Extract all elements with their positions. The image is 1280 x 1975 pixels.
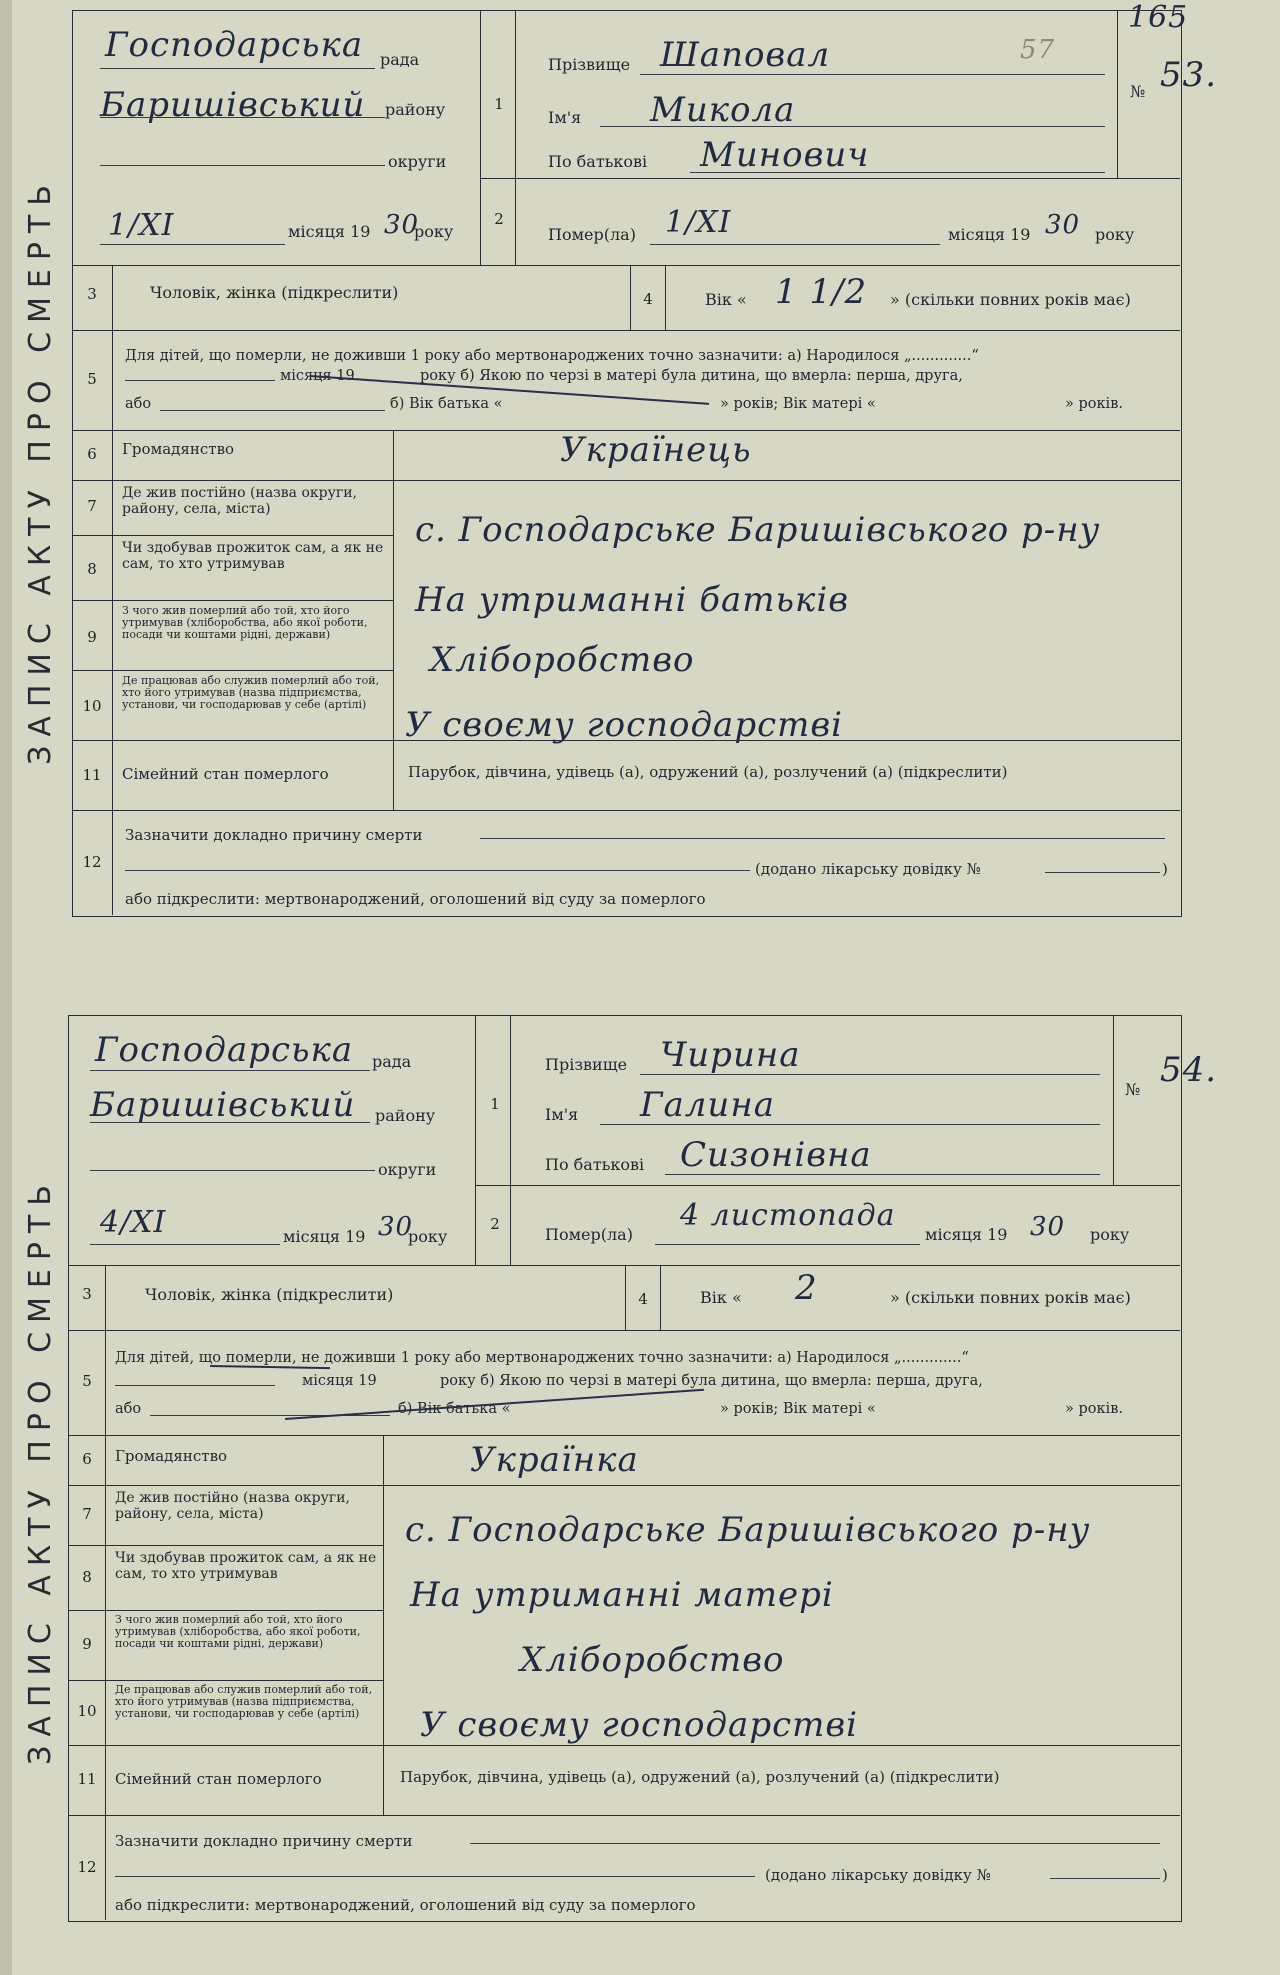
- death-year-value: 30: [1045, 210, 1081, 240]
- reg-year-value: 30: [378, 1212, 414, 1242]
- residence-value: с. Господарське Баришівського р-ну: [405, 1510, 1091, 1550]
- workplace-value: У своєму господарстві: [405, 705, 844, 745]
- age-value: 2: [795, 1268, 818, 1308]
- death-year-value: 30: [1030, 1212, 1066, 1242]
- death-record-54: ЗАПИС АКТУ ПРО СМЕРТЬ 1 2 3 4 5 6 7 8 9 10 11 12 Господарська рада Баришівський району округи 4/XI місяця 19 30 року Прізвище Чирина Ім'я Галина По батькові Сизонівна № 54. Помер(ла) 4 листопада місяця 19 30 року Чоловік, жінка (підкреслити) Вік « 2 » (скільки повних років має) Для дітей, що померли, не доживши 1 року або мертвонароджених точно зазначити: а) Народилося „.............“ місяця 19 року б) Якою по черзі в матері була дитина, що вмерла: перша, друга, або б) Вік батька « » років; Вік матері « » років. Громадянство Де жив постійно (назва округи, району, села, міста) Чи здобував прожиток сам, а як не сам, то хто утримував З чого жив померлий або той, хто його утримував (хліборобства, або якої роботи, посади чи коштами рідні, держави) Де працював або служив померлий або той, хто його утримував (назва підприємства, установи, чи господарював у себе (артілі) Сімейний стан померлого Парубок, дівчина, удівець (а), одружений (а), розлучений (а) (підкреслити) Українка с. Господарське Баришівського р-ну На утриманні матері Хліборобство У своєму господарстві Зазначити докладно причину смерти (додано лікарську довідку № ) або підкреслити: мертвонароджений, оголошений від суду за померлого: [0, 1000, 1280, 1940]
- patronymic-value: Минович: [700, 135, 870, 175]
- citizenship-value: Українка: [470, 1440, 639, 1480]
- workplace-value: У своєму господарстві: [420, 1705, 859, 1745]
- name-value: Микола: [650, 90, 796, 130]
- rada-value: Господарська: [95, 1030, 354, 1070]
- reg-day-value: 1/XI: [108, 208, 175, 243]
- patronymic-value: Сизонівна: [680, 1135, 872, 1175]
- reg-day-value: 4/XI: [100, 1205, 167, 1240]
- rayon-value: Баришівський: [90, 1085, 356, 1125]
- record-vertical-title: ЗАПИС АКТУ ПРО СМЕРТЬ: [22, 1175, 58, 1765]
- support-value: На утриманні матері: [410, 1575, 834, 1615]
- corner-mark: 57: [1020, 35, 1056, 65]
- occupation-value: Хліборобство: [520, 1640, 785, 1680]
- residence-value: с. Господарське Баришівського р-ну: [415, 510, 1101, 550]
- record-vertical-title: ЗАПИС АКТУ ПРО СМЕРТЬ: [22, 175, 58, 765]
- occupation-value: Хліборобство: [430, 640, 695, 680]
- reg-year-value: 30: [384, 210, 420, 240]
- name-value: Галина: [640, 1085, 775, 1125]
- support-value: На утриманні батьків: [415, 580, 850, 620]
- death-day-value: 4 листопада: [680, 1198, 896, 1233]
- death-record-53: ЗАПИС АКТУ ПРО СМЕРТЬ 1 2 3 4 5 6 7 8 9 10 11 12 Господарська рада Баришівський району округи 1/XI місяця 19 30 року Прізвище Шаповал 57 Ім'я Микола По батькові Минович № 53. Помер(ла) 1/XI місяця 19 30 року Чоловік, жінка (підкреслити) Вік « 1 1/2 » (скільки повних років має) Для дітей, що померли, не доживши 1 року або мертвонароджених точно зазначити: а) Народилося „.............“ місяця 19 року б) Якою по черзі в матері була дитина, що вмерла: перша, друга, або б) Вік батька « » років; Вік матері « » років. Громадянство Де жив постійно (назва округи, району, села, міста) Чи здобував прожиток сам, а як не сам, то хто утримував З чого жив померлий або той, хто його утримував (хліборобства, або якої роботи, посади чи коштами рідні, держави) Де працював або служив померлий або той, хто його утримував (назва підприємства, установи, чи господарював у себе (артілі) Сімейний стан померлого Парубок, дівчина, удівець (а), одружений (а), розлучений (а) (підкреслити) Українець с. Господарське Баришівського р-ну На утриманні батьків Хліборобство У своєму господарстві Зазначити докладно причину смерти (додано лікарську довідку № ) або підкреслити: мертвонароджений, оголошений від суду за померлого: [0, 0, 1280, 935]
- death-day-value: 1/XI: [665, 205, 732, 240]
- rada-value: Господарська: [105, 25, 364, 65]
- surname-value: Чирина: [660, 1035, 801, 1075]
- rayon-value: Баришівський: [100, 85, 366, 125]
- record-number: 54.: [1160, 1050, 1218, 1090]
- record-number: 53.: [1160, 55, 1218, 95]
- page-number: 165: [1128, 0, 1189, 35]
- age-value: 1 1/2: [775, 272, 868, 312]
- citizenship-value: Українець: [560, 430, 752, 470]
- surname-value: Шаповал: [660, 35, 831, 75]
